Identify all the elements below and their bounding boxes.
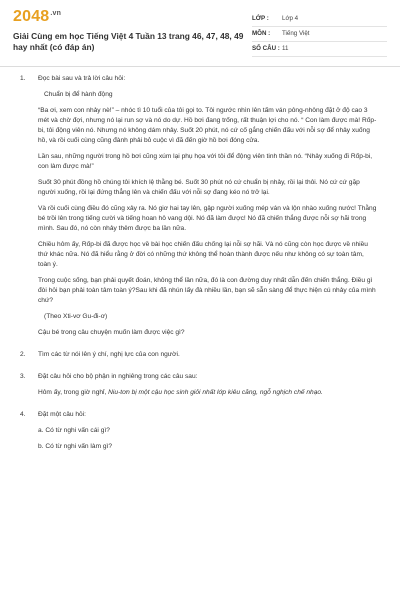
sentence-italic: Niu-tơn bị một cậu học sinh giỏi nhất lớp kiêu căng, ngỗ nghịch chế nhạo. <box>108 389 323 396</box>
question-sentence <box>38 388 378 398</box>
meta-key: LỚP : <box>252 15 269 22</box>
question-prompt: Đọc bài sau và trả lời câu hỏi: <box>38 75 126 82</box>
story-paragraph: Và rồi cuối cùng điều đó cũng xảy ra. Nó giơ hai tay lên, gập người xuống mép ván và lộn nhào xuống nước! Thằng bé trồi lên trong tiếng cười và tiếng hoan hô vang dội. Nó đã làm được! Nó đã chiến thắng được nỗi sợ hãi trong mình. Sau đó, nó còn nhảy thêm được ba lần nữa. <box>38 205 377 232</box>
logo-text: 2048 <box>13 8 50 25</box>
meta-key: SỐ CÂU : <box>252 45 280 52</box>
question-1 <box>0 74 400 338</box>
meta-panel <box>252 12 387 57</box>
story-paragraph: Chiều hôm ấy, Rốp-bi đã được học về bài học chiến đấu chống lại nỗi sợ hãi. Và nó cũng còn học được về nhiều thứ khác nữa. Nó đã hiểu rằng ở đời có những thứ không thể hoàn thành được nếu như không có sự toàn tâm, toàn ý. <box>38 241 368 268</box>
question-list <box>0 74 400 458</box>
question-number: 2. <box>20 351 26 358</box>
meta-key: MÔN : <box>252 30 271 37</box>
question-4 <box>0 410 400 452</box>
sub-item: b. Có từ nghi vấn làm gì? <box>38 443 113 450</box>
sub-question: Cậu bé trong câu chuyện muốn làm được việc gì? <box>38 329 185 336</box>
story-paragraph: Lần sau, những người trong hồ bơi cũng xúm lại phụ họa với tôi để động viên tinh thần nó. “Nhảy xuống đi Rốp-bi, con làm được mà!” <box>38 153 373 170</box>
question-prompt: Tìm các từ nói lên ý chí, nghị lực của con người. <box>38 351 180 358</box>
question-2 <box>0 350 400 360</box>
page-header <box>0 0 400 64</box>
sub-item: a. Có từ nghi vấn cái gì? <box>38 427 110 434</box>
question-number: 1. <box>20 75 26 82</box>
story-paragraph: “Ba ơi, xem con nhảy nè!” – nhóc tì 10 tuổi của tôi gọi to. Tôi ngước nhìn lên tấm ván pông-nhông đặt ở độ cao 3 mét và chờ đợi, nhưng nó lại run sợ và nó do dự. Hồ bơi đang trống, rất thuận lợi cho nó. “ Con làm được mà! Rốp-bi, tôi động viên nó. Nhưng nó không dám nhảy. Suốt 20 phút, nó cứ cố gắng chiến đấu với nỗi sợ để nhảy xuống hồ, và rồi cuối cùng cũng đành phải bỏ cuộc vì đã đến giờ hồ bơi đóng cửa. <box>38 107 377 144</box>
story-paragraph: Suốt 30 phút đồng hồ chúng tôi khích lệ thằng bé. Suốt 30 phút nó cứ chuẩn bị nhảy, rồi lại thôi. Nó cứ cứ gặp người xuống, rồi lại đứng thẳng lên và chiến đấu với nỗi sợ đang kéo nó trở lại. <box>38 179 360 196</box>
meta-row-subject <box>252 27 387 42</box>
question-3 <box>0 372 400 398</box>
logo-suffix: .vn <box>50 9 62 17</box>
header-divider <box>0 66 400 67</box>
meta-value: 11 <box>282 45 289 52</box>
question-prompt: Đặt câu hỏi cho bộ phận in nghiêng trong các câu sau: <box>38 373 198 380</box>
meta-row-grade <box>252 12 387 27</box>
site-logo[interactable] <box>13 8 61 26</box>
meta-value: Lớp 4 <box>282 15 299 22</box>
story-source: (Theo Xti-vơ Gu-đi-ơ) <box>44 313 108 320</box>
question-prompt: Đặt một câu hỏi: <box>38 411 87 418</box>
question-number: 4. <box>20 411 26 418</box>
meta-row-count <box>252 42 387 57</box>
meta-value: Tiếng Việt <box>282 30 310 37</box>
document-title: Giải Cùng em học Tiếng Việt 4 Tuần 13 trang 46, 47, 48, 49 hay nhất (có đáp án) <box>13 31 244 52</box>
story-paragraph: Trong cuộc sống, bạn phải quyết đoán, không thể lần nữa, đó là con đường duy nhất dẫn đến chiến thắng. Điều gì đòi hỏi bạn phải toàn tâm toàn ý?Sau khi đã nhún lấy đà nhiều lần, bạn sẽ sẵn sàng để thực hiện cú nhảy của mình chứ? <box>38 277 376 304</box>
question-number: 3. <box>20 373 26 380</box>
sentence-plain: Hôm ấy, trong giờ nghỉ, <box>38 389 109 396</box>
story-title: Chuẩn bị để hành động <box>44 91 113 98</box>
